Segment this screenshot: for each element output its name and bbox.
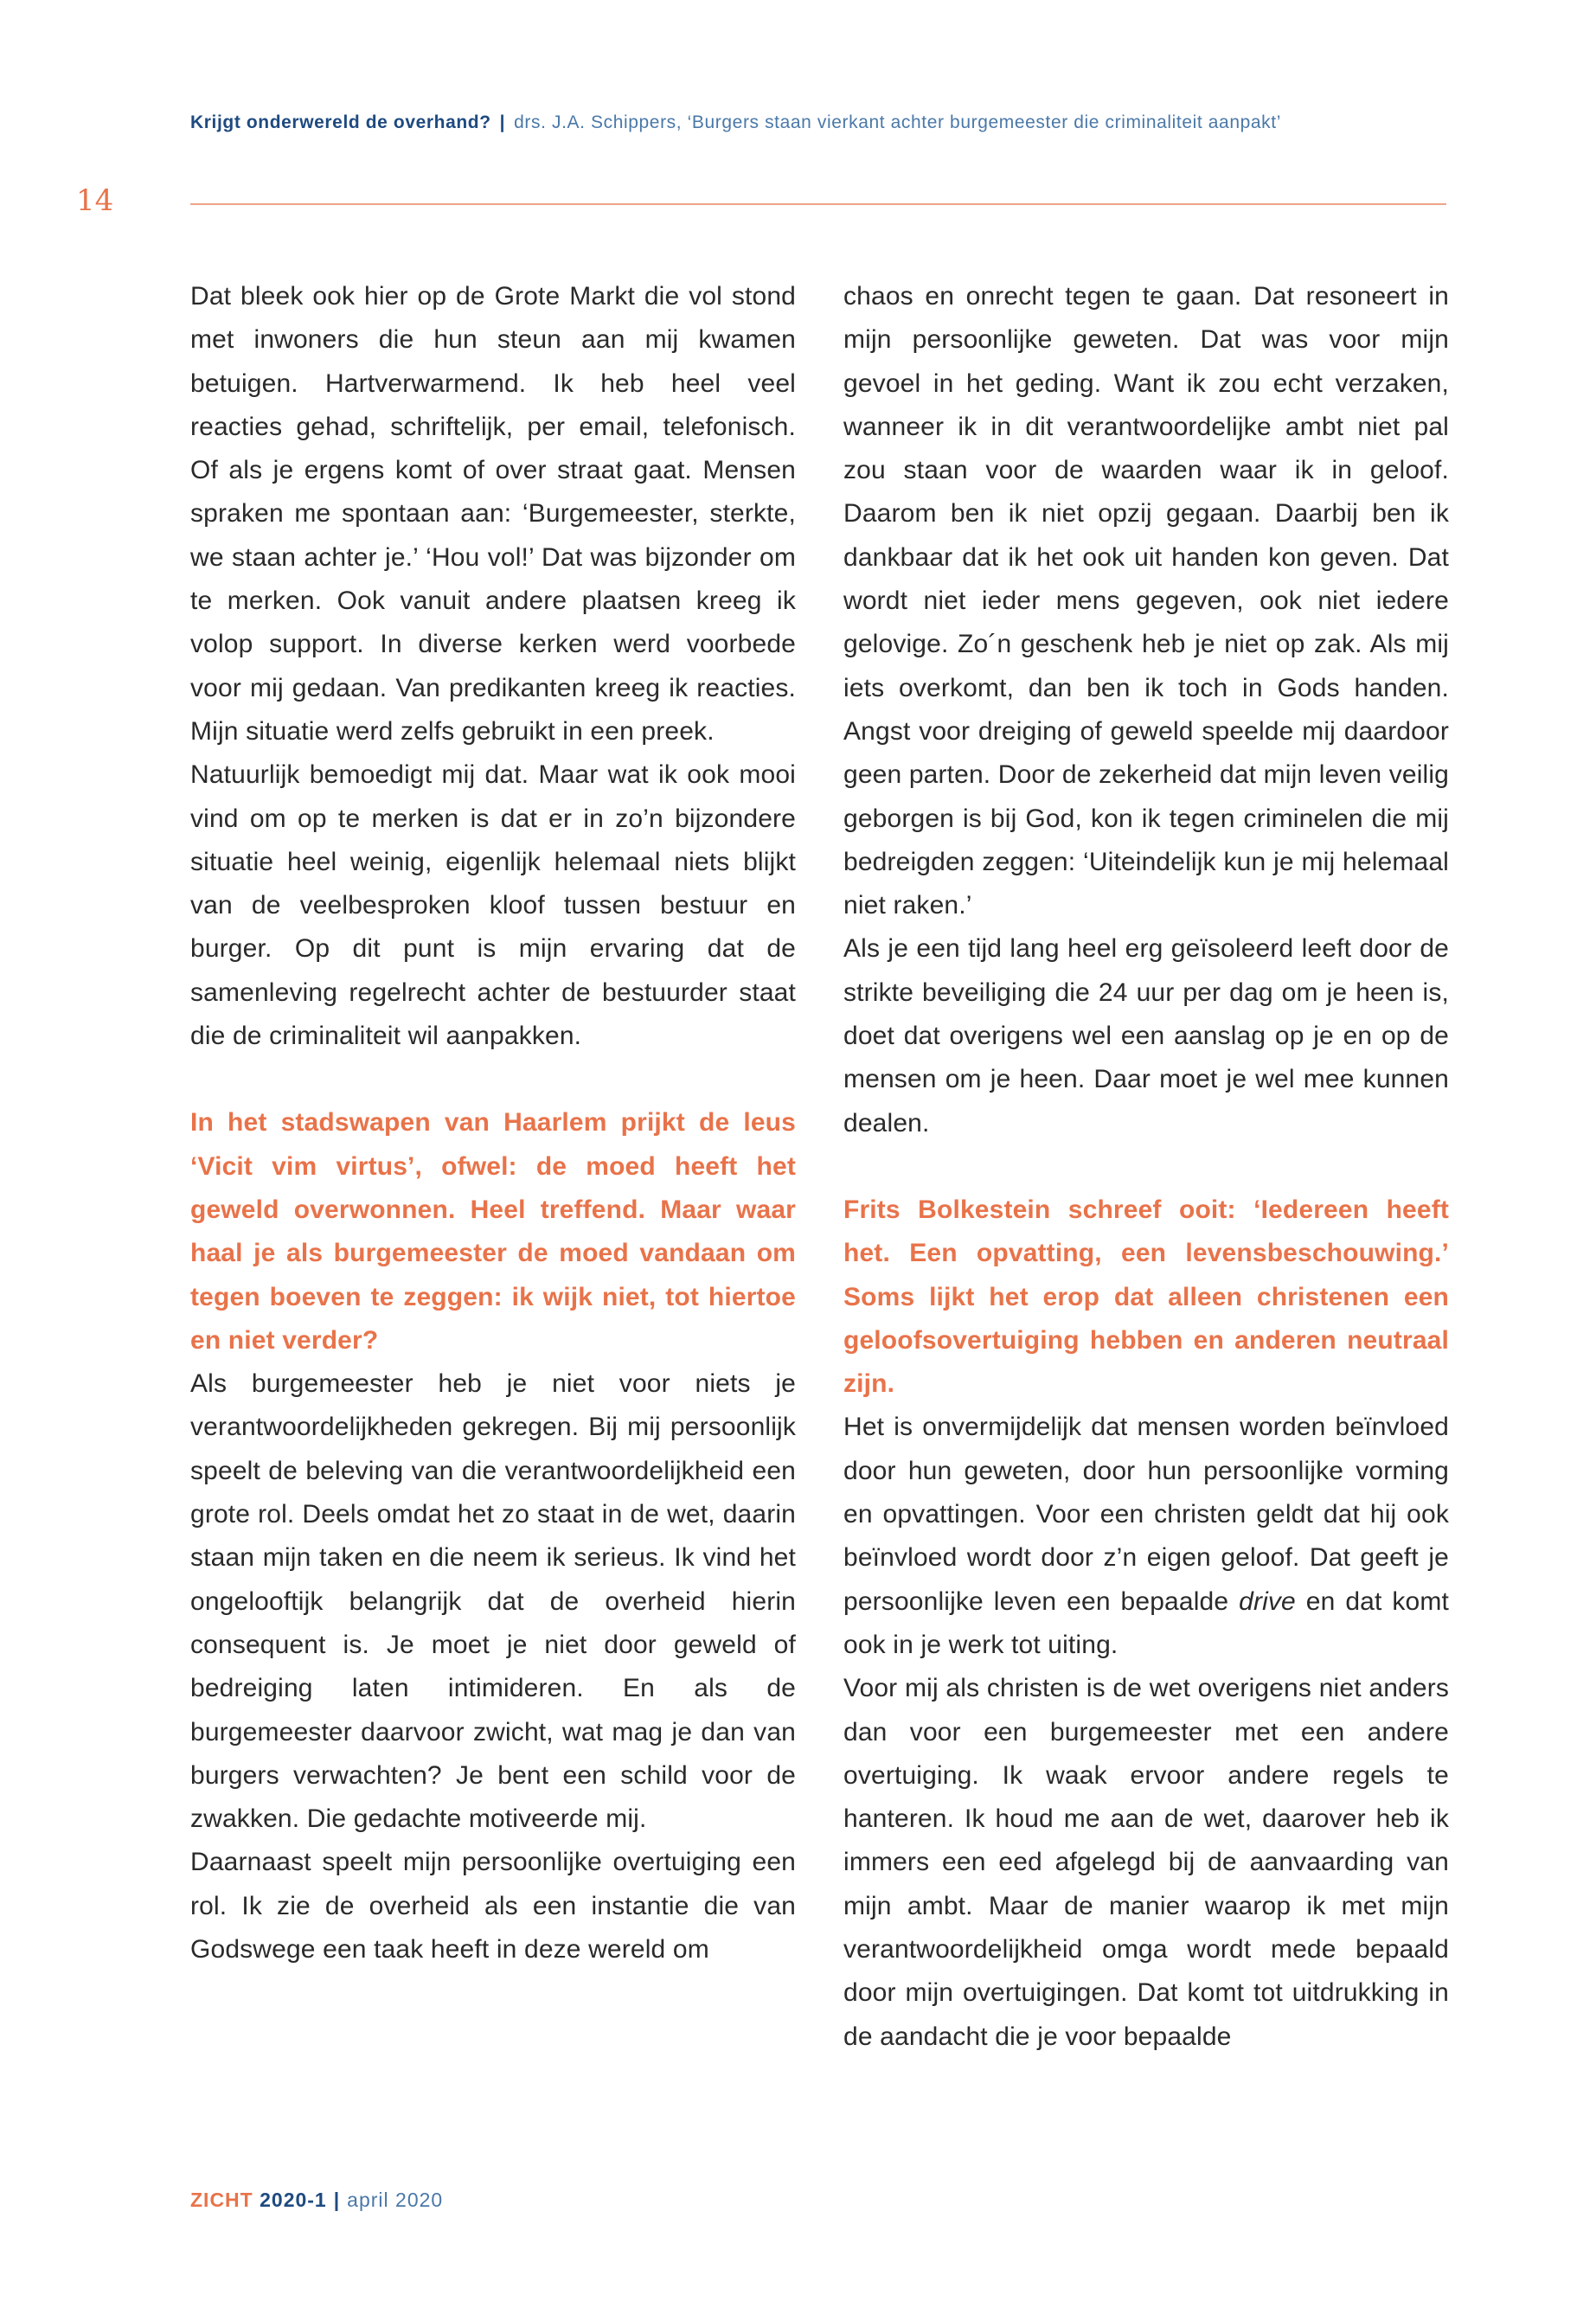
right-paragraph-3-start: Het is onvermijdelijk dat mensen worden beïnvloed door hun geweten, door hun persoonlijke vorming en opvattingen. Voor een christen geldt dat hij ook beïnvloed wordt door z’n eigen geloof. Dat geeft je persoonlijke leven een bepaalde: [843, 1413, 1449, 1616]
running-header: [190, 112, 1453, 133]
right-paragraph-3-end: en dat komt ook in je werk tot uiting.: [843, 1586, 1450, 1659]
footer-date: april 2020: [347, 2189, 444, 2211]
footer-brand: ZICHT: [190, 2189, 253, 2211]
right-paragraph-2: Als je een tijd lang heel erg geïsoleerd leeft door de strikte beveiliging die 24 uur per dag om je heen is, doet dat overigens wel een aanslag op je en op de mensen om je heen. Daar moet je wel mee kunnen dealen.: [843, 934, 1449, 1138]
left-paragraph-3: Als burgemeester heb je niet voor niets je verantwoordelijkheden gekregen. Bij mij persoonlijk speelt de beleving van die verantwoordelijkheid een grote rol. Deels omdat het zo staat in de wet, daarin staan mijn taken en die neem ik serieus. Ik vind het ongelooftijk belangrijk dat de overheid hierin consequent is. Je moet je niet door geweld of bedreiging laten intimideren. En als de burgemeester daarvoor zwicht, wat mag je dan van burgers verwachten? Je bent een schild voor de zwakken. Die gedachte motiveerde mij.: [190, 1369, 796, 1834]
left-paragraph-1: Dat bleek ook hier op de Grote Markt die vol stond met inwoners die hun steun aan mij kwamen betuigen. Hartverwarmend. Ik heb heel veel reacties gehad, schriftelijk, per email, telefonisch. Of als je ergens komt of over straat gaat. Mensen spraken me spontaan aan: ‘Burgemeester, sterkte, we staan achter je.’ ‘Hou vol!’ Dat was bijzonder om te merken. Ook vanuit andere plaatsen kreeg ik volop support. In diverse kerken werd voorbede voor mij gedaan. Van predikanten kreeg ik reacties. Mijn situatie werd zelfs gebruikt in een preek.: [190, 282, 796, 746]
left-paragraph-4: Daarnaast speelt mijn persoonlijke overtuiging een rol. Ik zie de overheid als een instantie die van Godswege een taak heeft in deze wereld om: [190, 1848, 796, 1964]
right-paragraph-4: Voor mij als christen is de wet overigens niet anders dan voor een burgemeester met een andere overtuiging. Ik waak ervoor andere regels te hanteren. Ik houd me aan de wet, daarover heb ik immers een eed afgelegd bij de aanvaarding van mijn ambt. Maar de manier waarop ik met mijn verantwoordelijkheid omga wordt mede bepaald door mijn overtuigingen. Dat komt tot uitdrukking in de aandacht die je voor bepaalde: [843, 1674, 1449, 2051]
right-column: [843, 275, 1449, 2059]
left-interview-question: In het stadswapen van Haarlem prijkt de leus ‘Vicit vim virtus’, ofwel: de moed heeft het geweld overwonnen. Heel treffend. Maar waar haal je als burgemeester de moed vandaan om tegen boeven te zeggen: ik wijk niet, tot hiertoe en niet verder?: [190, 1108, 796, 1355]
header-rule: [190, 203, 1446, 205]
header-subtitle: drs. J.A. Schippers, ‘Burgers staan vierkant achter burgemeester die criminaliteit aanpakt’: [514, 112, 1281, 132]
header-separator: |: [499, 112, 506, 132]
footer-separator: |: [333, 2189, 341, 2211]
footer-issue: 2020-1: [260, 2189, 327, 2211]
header-kicker: Krijgt onderwereld de overhand?: [190, 112, 491, 132]
right-interview-question: Frits Bolkestein schreef ooit: ‘Iedereen heeft het. Een opvatting, een levensbeschouwing.’ Soms lijkt het erop dat alleen christenen een geloofsovertuiging hebben en anderen neutraal zijn.: [843, 1195, 1449, 1399]
right-paragraph-1: chaos en onrecht tegen te gaan. Dat resoneert in mijn persoonlijke geweten. Dat was voor mijn gevoel in het geding. Want ik zou echt verzaken, wanneer ik in dit verantwoordelijke ambt niet pal zou staan voor de waarden waar ik in geloof. Daarom ben ik niet opzij gegaan. Daarbij ben ik dankbaar dat ik het ook uit handen kon geven. Dat wordt niet ieder mens gegeven, ook niet iedere gelovige. Zo´n geschenk heb je niet op zak. Als mij iets overkomt, dan ben ik toch in Gods handen. Angst voor dreiging of geweld speelde mij daardoor geen parten. Door de zekerheid dat mijn leven veilig geborgen is bij God, kon ik tegen criminelen die mij bedreigden zeggen: ‘Uiteindelijk kun je mij helemaal niet raken.’: [843, 282, 1449, 920]
right-paragraph-3: [843, 1406, 1449, 1667]
right-paragraph-3-emphasis: drive: [1239, 1586, 1296, 1616]
left-paragraph-2: Natuurlijk bemoedigt mij dat. Maar wat ik ook mooi vind om op te merken is dat er in zo’n bijzondere situatie heel weinig, eigenlijk helemaal niets blijkt van de veelbesproken kloof tussen bestuur en burger. Op dit punt is mijn ervaring dat de samenleving regelrecht achter de bestuurder staat die de criminaliteit wil aanpakken.: [190, 760, 796, 1051]
page-number: 14: [76, 183, 114, 218]
left-column: [190, 275, 796, 1971]
running-footer: [190, 2189, 443, 2212]
